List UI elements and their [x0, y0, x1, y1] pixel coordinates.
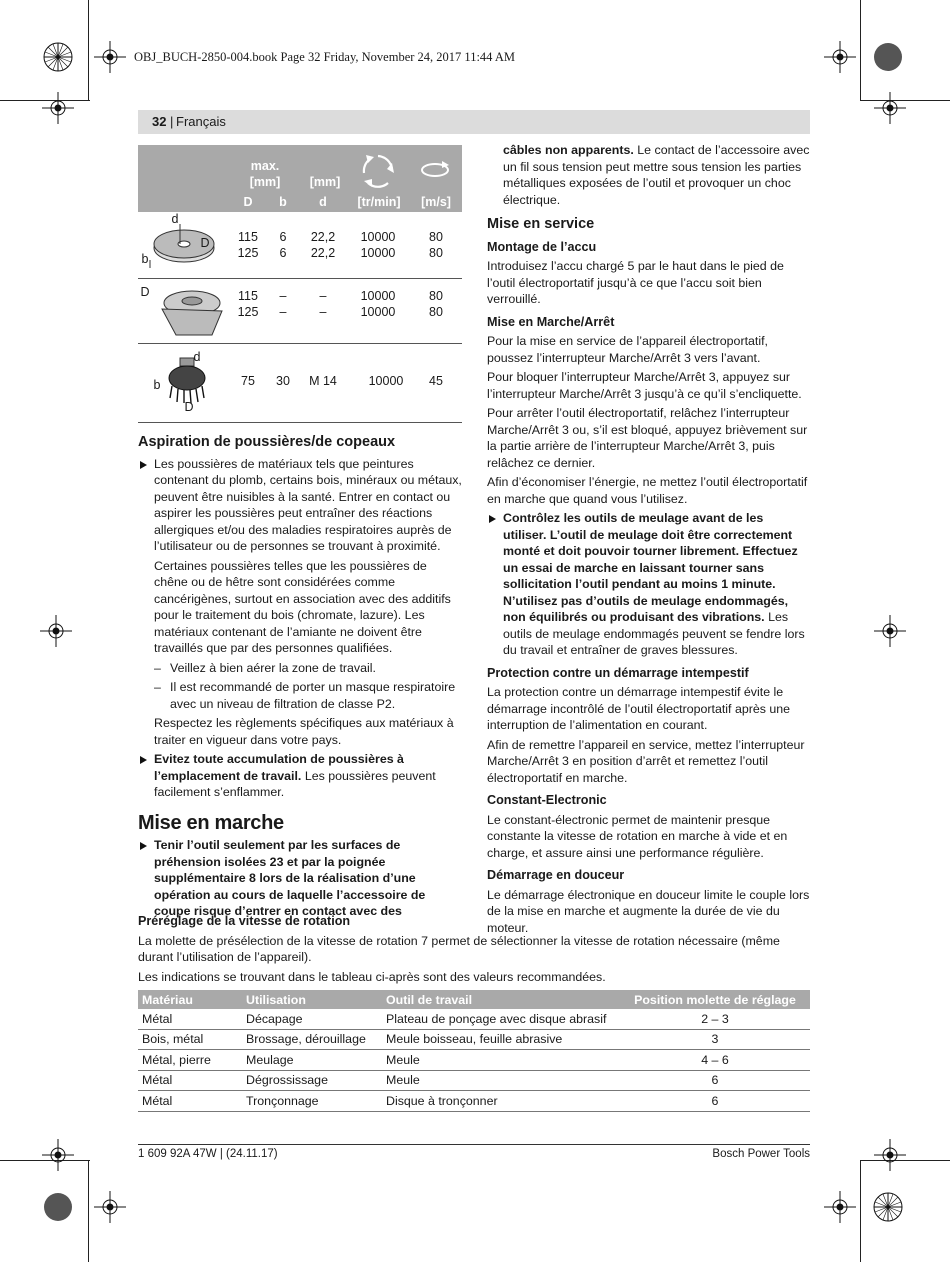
cable-warning-text: Le contact de l’accessoire avec un fil sous tension peut mettre sous tension les parties métalliques exposées de l’outil et provoquer un choc électrique.: [503, 143, 810, 207]
cell-application: Tronçonnage: [242, 1091, 382, 1112]
cell-material: Métal: [138, 1070, 242, 1091]
dim-label-b: b: [141, 252, 149, 266]
table-row: [138, 1009, 810, 1029]
onoff-heading: Mise en Marche/Arrêt: [487, 314, 615, 329]
onoff-energy-text: Afin d’économiser l’énergie, ne mettez l’outil électroportatif en marche que quand vous l’utilisez.: [487, 475, 808, 506]
col-application: Utilisation: [242, 990, 382, 1009]
insulated-grip-warning: Tenir l’outil seulement par les surfaces de préhension isolées 23 et par la poignée supplémentaire 8 lors de la réalisation d’une opération au cours de laquelle l’accessoire de coupe risque d’entrer en contact avec des: [138, 837, 462, 920]
header-speed-unit: [m/s]: [421, 195, 451, 209]
footer-doc-id: 1 609 92A 47W | (24.11.17): [138, 1148, 278, 1160]
speed-table-header: [138, 990, 810, 1009]
dim-label-D: D: [140, 285, 150, 299]
header-max: max.: [250, 159, 280, 173]
cell-tool: Meule: [382, 1050, 620, 1071]
cell-position: 6: [620, 1070, 810, 1091]
dim-label-D: D: [200, 236, 210, 250]
restart-service-text: Afin de remettre l’appareil en service, mettez l’interrupteur Marche/Arrêt 3 en position d’arrêt et remettez l’outil électroportatif en marche.: [487, 737, 805, 785]
cell-d: M 14: [309, 374, 337, 388]
header-separator: |: [170, 114, 174, 129]
header-col-d: d: [319, 195, 327, 209]
col-position: Position molette de réglage: [620, 990, 810, 1009]
sanding-plate-illustration: [156, 285, 226, 339]
disc-row-1: [138, 212, 462, 279]
cell-position: 6: [620, 1091, 810, 1112]
check-tools-warning: [487, 510, 810, 659]
cell-d: 22,2: [310, 246, 336, 260]
print-metadata: OBJ_BUCH-2850-004.book Page 32 Friday, November 24, 2017 11:44 AM: [134, 50, 515, 64]
cell-D: 115: [238, 230, 258, 244]
cell-D: 115: [238, 289, 258, 303]
battery-heading: Montage de l’accu: [487, 239, 597, 254]
cell-D: 125: [237, 305, 259, 319]
footer-rule: [138, 1144, 810, 1145]
soft-start-text: Le démarrage électronique en douceur limite le couple lors de la mise en marche et augmente la durée de vie du moteur.: [487, 887, 810, 935]
dim-label-d: d: [171, 212, 179, 226]
cell-rpm: 10000: [360, 230, 396, 244]
constant-text: Le constant-électronic permet de maintenir presque constante la vitesse de rotation en marche à vide et en charge, et assure ainsi une performance régulière.: [487, 812, 788, 860]
page-number: 32: [152, 114, 167, 129]
cell-material: Métal: [138, 1091, 242, 1112]
dash-item: – Veillez à bien aérer la zone de travail.: [154, 660, 462, 677]
start-heading: Mise en marche: [138, 811, 284, 834]
right-column: [487, 142, 810, 939]
constant-heading: Constant-Electronic: [487, 793, 607, 807]
service-heading: Mise en service: [487, 216, 595, 232]
cell-rpm: 10000: [368, 374, 404, 388]
header-col-D: D: [243, 195, 253, 209]
dust-regulations-text: Respectez les règlements spécifiques aux matériaux à traiter en vigueur dans votre pays.: [154, 716, 454, 747]
dash-item: – Il est recommandé de porter un masque respiratoire avec un niveau de filtration de classe P2.: [154, 679, 462, 712]
check-tools-text: Les outils de meulage endommagés peuvent se fendre lors du travail et entraîner de graves blessures.: [503, 610, 805, 657]
dim-label-d: d: [193, 350, 201, 364]
table-row: [138, 1050, 810, 1071]
dim-label-D: D: [184, 400, 194, 414]
cell-speed: 80: [429, 230, 443, 244]
cell-d: 22,2: [310, 230, 336, 244]
cell-tool: Disque à tronçonner: [382, 1091, 620, 1112]
restart-heading: Protection contre un démarrage intempestif: [487, 665, 749, 680]
cell-D: 125: [237, 246, 259, 260]
header-max-unit: [mm]: [249, 175, 281, 189]
dim-label-b: b: [153, 378, 161, 392]
cell-application: Décapage: [242, 1009, 382, 1029]
cell-D: 75: [241, 374, 255, 388]
cell-d: –: [319, 289, 327, 303]
cell-material: Bois, métal: [138, 1029, 242, 1050]
cell-speed: 80: [429, 289, 443, 303]
cell-b: –: [279, 305, 287, 319]
header-col-b: b: [279, 195, 287, 209]
cell-rpm: 10000: [360, 246, 396, 260]
cell-b: 30: [276, 374, 290, 388]
cell-application: Meulage: [242, 1050, 382, 1071]
dust-carcinogen-text: Certaines poussières telles que les poussières de chêne ou de hêtre sont considérées comme cancérigènes, surtout en association avec des additifs pour le traitement du bois (chromate, lazure). Les matériaux contenant de l’amiante ne doivent être travaillés que par des personnes qualifiées.: [154, 558, 451, 655]
table-row: [138, 1029, 810, 1050]
avoid-dust-warning: [138, 751, 462, 801]
cell-tool: Meule boisseau, feuille abrasive: [382, 1029, 620, 1050]
restart-text: La protection contre un démarrage intempestif évite le démarrage incontrôlé de l’outil électroportatif après une interruption de l’alimentation en courant.: [487, 685, 791, 732]
dust-warning: Les poussières de matériaux tels que peintures contenant du plomb, certains bois, minéraux ou métaux, peuvent être nuisibles à la santé. Entrer en contact ou aspirer les poussières peut entraîner des réactions allergiques et/ou des maladies respiratoires auprès de l’utilisateur ou de personnes se trouvant à proximité.: [138, 456, 462, 555]
avoid-dust-bold: Evitez toute accumulation de poussières à l’emplacement de travail.: [154, 752, 404, 783]
disc-spec-table: [138, 145, 462, 423]
cell-rpm: 10000: [360, 305, 396, 319]
onoff-stop-text: Pour arrêter l’outil électroportatif, relâchez l’interrupteur Marche/Arrêt 3 ou, s’il est bloqué, appuyez brièvement sur la partie arrière de l’interrupteur Marche/Arrêt 3, puis relâchez ce dernier.: [487, 406, 808, 470]
table-row: [138, 1091, 810, 1112]
avoid-dust-text: Les poussières peuvent facilement s’enflammer.: [154, 768, 436, 799]
col-tool: Outil de travail: [382, 990, 620, 1009]
speed-intro: La molette de présélection de la vitesse de rotation 7 permet de sélectionner la vitesse de rotation nécessaire (même durant l’utilisation de l’appareil).: [138, 933, 780, 964]
header-rpm-unit: [tr/min]: [357, 195, 401, 209]
cell-position: 4 – 6: [620, 1050, 810, 1071]
peripheral-speed-icon: [418, 159, 452, 181]
disc-table-header: [138, 145, 462, 212]
speed-note: Les indications se trouvant dans le tableau ci-après sont des valeurs recommandées.: [138, 969, 606, 984]
cell-tool: Meule: [382, 1070, 620, 1091]
cell-b: –: [279, 289, 287, 303]
header-d-unit: [mm]: [309, 175, 341, 189]
footer-brand: Bosch Power Tools: [712, 1148, 810, 1160]
page-header: [138, 110, 810, 134]
cell-material: Métal: [138, 1009, 242, 1029]
rotation-icon: [358, 151, 398, 191]
battery-text: Introduisez l’accu chargé 5 par le haut dans le pied de l’outil électroportatif jusqu’à ce que l’accu soit bien verrouillé.: [487, 259, 784, 306]
cell-application: Dégrossissage: [242, 1070, 382, 1091]
speed-heading: Préréglage de la vitesse de rotation: [138, 914, 351, 928]
speed-table: [138, 990, 810, 1112]
disc-row-2: [138, 279, 462, 344]
cell-speed: 45: [429, 374, 443, 388]
cell-material: Métal, pierre: [138, 1050, 242, 1071]
col-material: Matériau: [138, 990, 242, 1009]
table-row: [138, 1070, 810, 1091]
check-tools-bold: Contrôlez les outils de meulage avant de les utiliser. L’outil de meulage doit être correctement monté et doit pouvoir tourner librement. Effectuez un essai de marche en laissant tourner sans sollicitation l’outil pendant au moins 1 minute. N’utilisez pas d’outils de meulage endommagés, non équilibrés ou produisant des vibrations.: [503, 511, 798, 624]
cell-tool: Plateau de ponçage avec disque abrasif: [382, 1009, 620, 1029]
cell-b: 6: [279, 230, 287, 244]
disc-row-3: [138, 344, 462, 423]
cell-speed: 80: [429, 246, 443, 260]
header-language: Français: [176, 114, 226, 129]
cell-rpm: 10000: [360, 289, 396, 303]
cell-speed: 80: [429, 305, 443, 319]
cable-warning-bold: câbles non apparents.: [503, 143, 634, 157]
cell-position: 3: [620, 1029, 810, 1050]
speed-section: [138, 907, 810, 988]
cell-d: –: [319, 305, 327, 319]
left-column: [138, 426, 462, 923]
onoff-text: Pour la mise en service de l’appareil électroportatif, poussez l’interrupteur Marche/Arrêt 3 vers l’avant.: [487, 334, 768, 365]
cell-application: Brossage, dérouillage: [242, 1029, 382, 1050]
dust-heading: Aspiration de poussières/de copeaux: [138, 434, 396, 450]
cell-b: 6: [279, 246, 287, 260]
cell-position: 2 – 3: [620, 1009, 810, 1029]
onoff-lock-text: Pour bloquer l’interrupteur Marche/Arrêt 3, appuyez sur l’interrupteur Marche/Arrêt 3 jusqu’à ce qu’il s’encliquette.: [487, 370, 802, 401]
cable-warning-cont: [487, 142, 810, 208]
soft-start-heading: Démarrage en douceur: [487, 868, 625, 882]
